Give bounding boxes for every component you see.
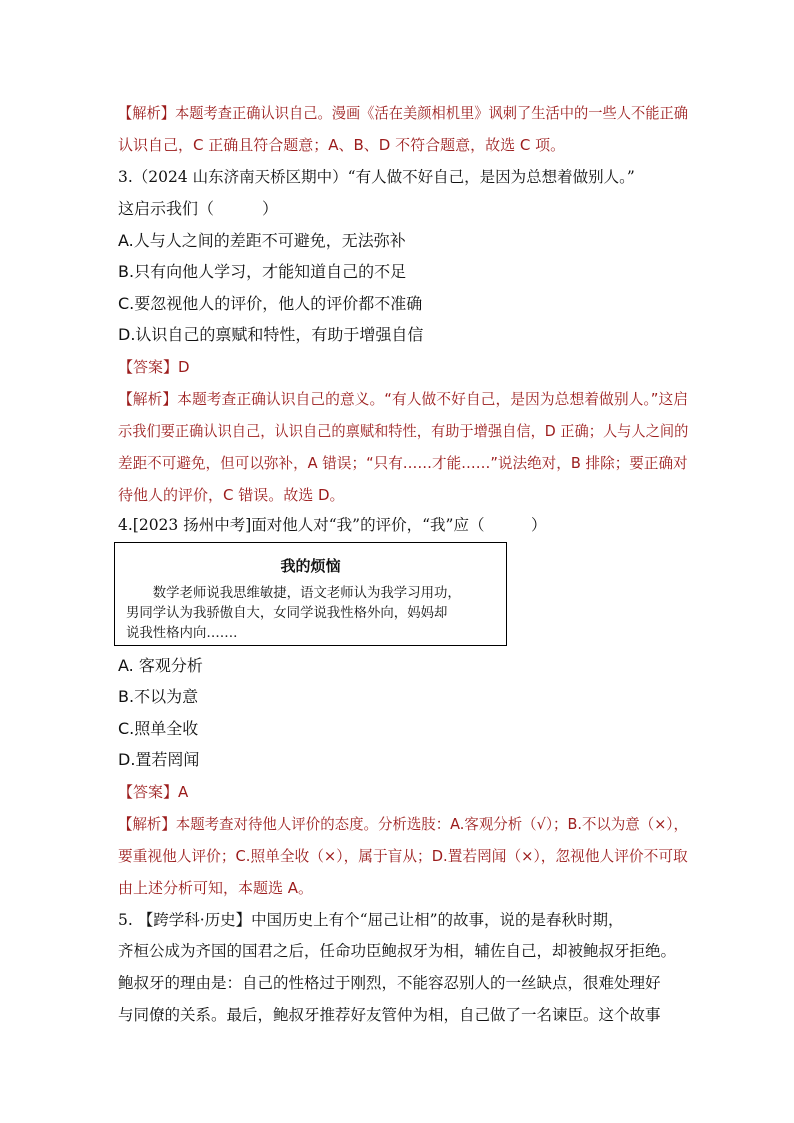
q3-answer: 【答案】D: [118, 358, 190, 376]
q3-stem: 3.（2024 山东济南天桥区期中）“有人做不好自己，是因为总想着做别人。”: [118, 168, 635, 186]
q4-box-line-3: 说我性格内向…….: [126, 626, 238, 641]
q3-analysis-2: 示我们要正确认识自己，认识自己的禀赋和特性，有助于增强自信，D 正确；人与人之间的: [118, 422, 689, 440]
q4-box-line-2: 男同学认为我骄傲自大，女同学说我性格外向，妈妈却: [126, 606, 448, 621]
q5-line-1: 5. 【跨学科·历史】中国历史上有个“屈己让相”的故事，说的是春秋时期，: [118, 911, 624, 929]
q4-option-b: B.不以为意: [118, 687, 199, 706]
q4-analysis-1: 【解析】本题考查对待他人评价的态度。分析选肢：A.客观分析（√）；B.不以为意（×），: [118, 815, 688, 833]
q3-option-d: D.认识自己的禀赋和特性，有助于增强自信: [118, 325, 424, 344]
q4-material-box: [114, 542, 507, 646]
q4-box-title: 我的烦恼: [280, 557, 341, 575]
q5-line-3: 鲍叔牙的理由是：自己的性格过于刚烈，不能容忍别人的一丝缺点，很难处理好: [118, 974, 661, 992]
q3-stem-2: 这启示我们（ ）: [118, 199, 279, 218]
q3-option-c: C.要忽视他人的评价，他人的评价都不准确: [118, 294, 423, 313]
q4-option-d: D.置若罔闻: [118, 750, 200, 769]
q4-option-a: A. 客观分析: [118, 656, 203, 675]
q3-analysis-4: 待他人的评价，C 错误。故选 D。: [118, 486, 345, 504]
analysis-text-1b: 认识自己，C 正确且符合题意；A、B、D 不符合题意，故选 C 项。: [118, 136, 566, 154]
q4-stem: 4.[2023 扬州中考]面对他人对“我”的评价，“我”应（ ）: [118, 516, 547, 534]
q3-option-b: B.只有向他人学习，才能知道自己的不足: [118, 262, 407, 281]
q5-line-4: 与同僚的关系。最后，鲍叔牙推荐好友管仲为相，自己做了一名谏臣。这个故事: [118, 1006, 661, 1024]
q3-option-a: A.人与人之间的差距不可避免，无法弥补: [118, 231, 406, 250]
analysis-text-1: 【解析】本题考查正确认识自己。漫画《活在美颜相机里》讽刺了生活中的一些人不能正确: [118, 104, 689, 122]
q3-analysis-3: 差距不可避免，但可以弥补，A 错误；“只有……才能……”说法绝对，B 排除；要正确对: [118, 454, 688, 472]
q4-answer: 【答案】A: [118, 783, 189, 801]
q4-box-line-1: 数学老师说我思维敏捷，语文老师认为我学习用功，: [126, 586, 461, 601]
q4-analysis-3: 由上述分析可知，本题选 A。: [118, 879, 314, 897]
q4-analysis-2: 要重视他人评价；C.照单全收（×），属于盲从；D.置若罔闻（×），忽视他人评价不可取: [118, 847, 688, 865]
q4-option-c: C.照单全收: [118, 719, 199, 738]
q5-line-2: 齐桓公成为齐国的国君之后，任命功臣鲍叔牙为相，辅佐自己，却被鲍叔牙拒绝。: [118, 942, 677, 960]
q3-analysis-1: 【解析】本题考查正确认识自己的意义。“有人做不好自己，是因为总想着做别人。”这启: [118, 390, 689, 408]
